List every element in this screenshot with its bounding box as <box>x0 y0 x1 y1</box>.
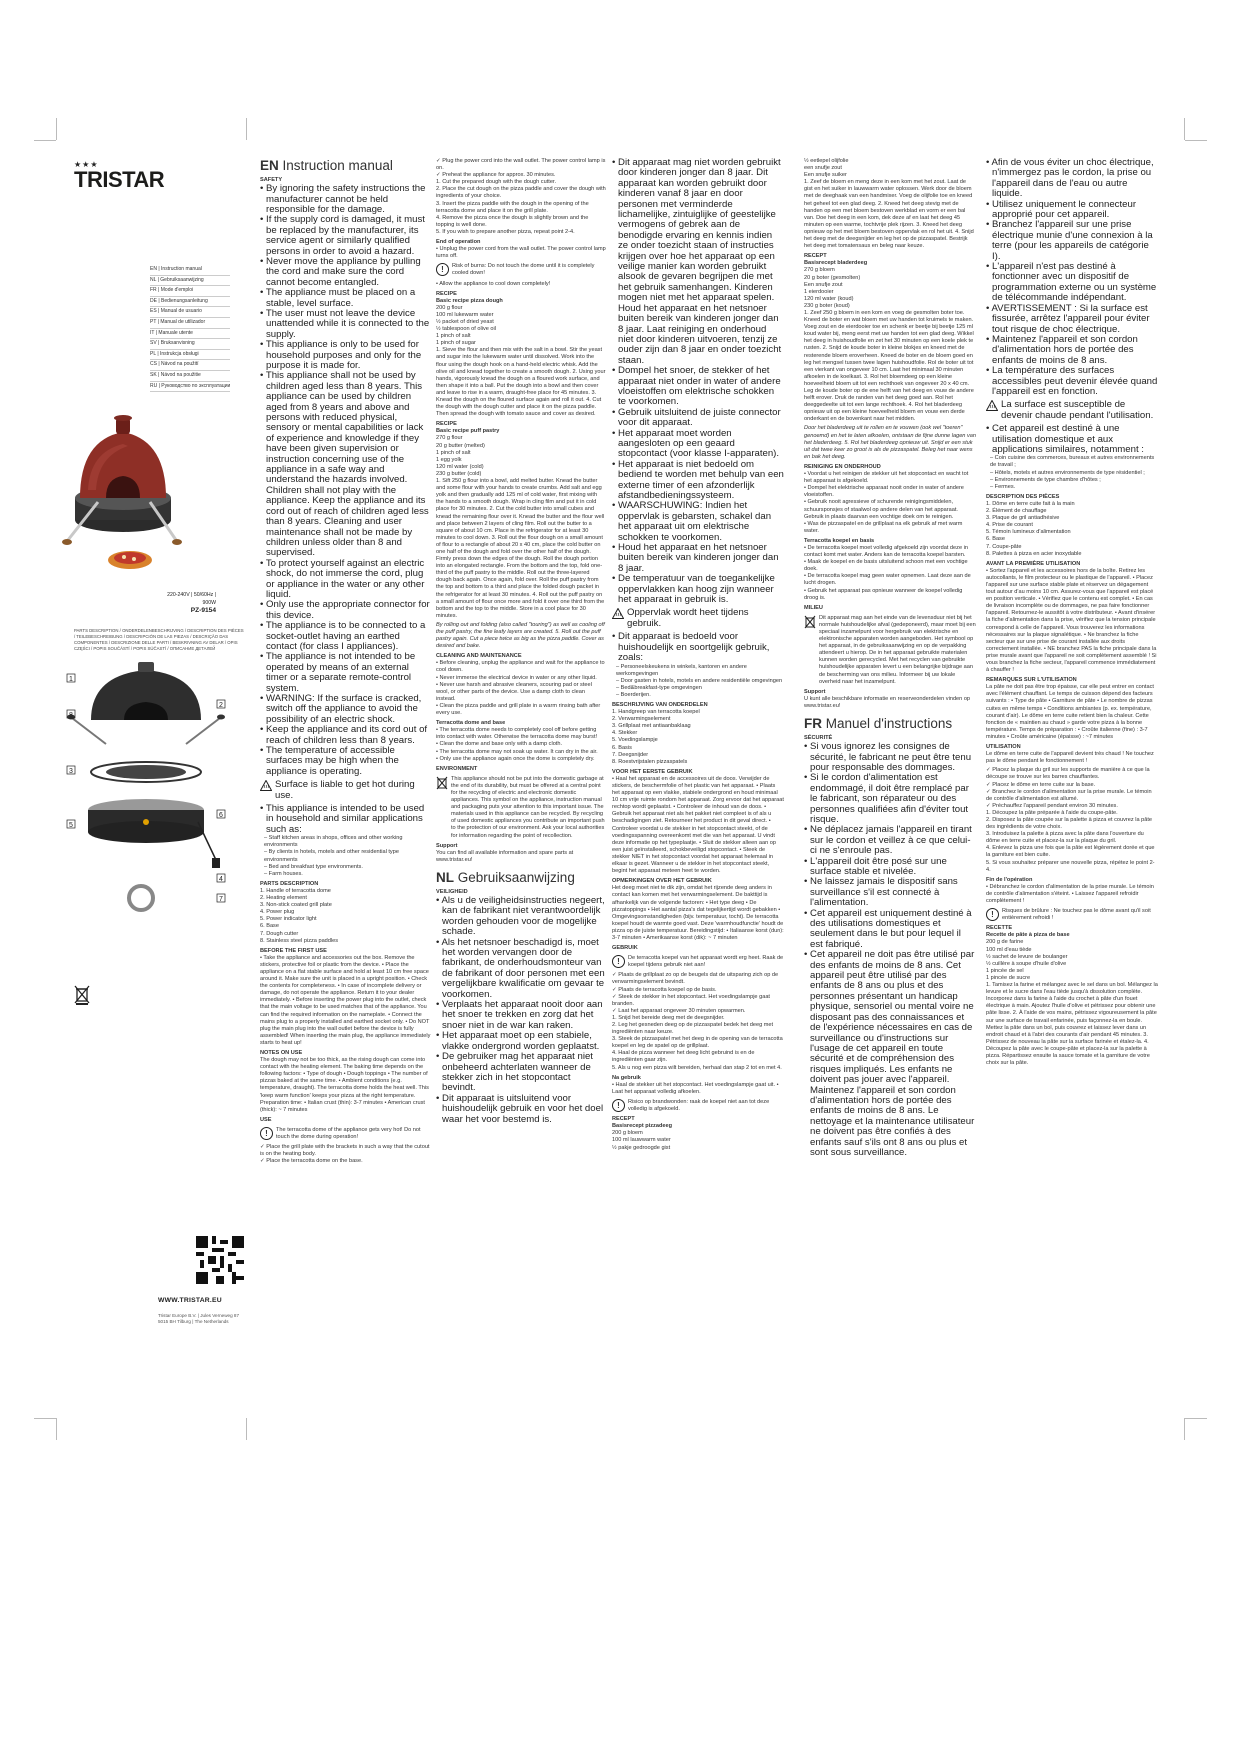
safety-item: • The user must not leave the device unattended while it is connected to the supply. <box>260 307 430 340</box>
notes-title: NOTES ON USE <box>260 1050 303 1056</box>
parts-item: 3. Non-stick coated grill plate <box>260 902 332 909</box>
parts-item: 8. Roestvrijstalen pizzaspatels <box>612 758 688 765</box>
language-item: RU | Руководство по эксплуатации <box>150 382 230 393</box>
ingredient: 1 eierdooier <box>804 288 834 295</box>
safety-item: • La température des surfaces accessibles peut devenir élevée quand l'appareil est en fonction. <box>986 365 1158 397</box>
dome-item: • De terracotta koepel mag geen water opnemen. Laat deze aan de lucht drogen. <box>804 573 971 587</box>
use-step: ✓ Preheat the appliance for approx. 30 minutes. <box>436 172 556 179</box>
address-line: Tristar Europe B.V. | Jules Verneweg 87 <box>158 1313 240 1318</box>
language-item: IT | Manuale utente <box>150 329 230 340</box>
parts-item: 1. Dôme en terre cuite fait à la main <box>986 500 1075 507</box>
use-title: GEBRUIK <box>612 945 638 952</box>
ingredient: 1 pincée de sel <box>986 967 1024 974</box>
ingredient: 1 pinch of sugar <box>436 340 476 347</box>
address-line: 5015 BH Tilburg | The Netherlands <box>158 1319 229 1324</box>
household-item: – Boerderijen. <box>616 691 651 698</box>
safety-item: • Si le cordon d'alimentation est endommagé, il doit être remplacé par le fabricant, son réparateur ou des personnes qualifiées afin d'éviter tout risque. <box>804 772 969 825</box>
recipe-steps: 1. Sieve the flour and then mix with the salt in a bowl. Stir the yeast and sugar into the lukewarm water until dissolved. Work into the flour using the dough hook on a hand-held electric whisk. Add the olive oil and knead together to create a smooth dough. 2. Using your hands, vigorously knead the dough on a floured work surface, and then shape it into a ball. Put the dough into a bowl and then cover and leave to rise in a warm, draught-free place for 45 minutes. 3. Knead the dough on the floured surface again and roll it out. 4. Cut the dough with the dough cutter and place it on the pizza paddle. Then spread the dough with tomato sauce and cover as desired. <box>436 347 606 418</box>
safety-item: • Ne déplacez jamais l'appareil en tirant sur le cordon et veillez à ce que celui-ci ne s'enroule pas. <box>804 824 972 857</box>
section-heading-nl: NL Gebruiksaanwijzing <box>436 869 575 885</box>
use-step: 4. Haal de pizza wanneer het deeg licht gebruind is en de ingrediënten gaar zijn. <box>612 1050 755 1064</box>
parts-item: 6. Base <box>986 536 1005 543</box>
household-item: – Hôtels, motels et autres environnements de type résidentiel ; <box>990 469 1145 476</box>
crop-mark <box>1185 140 1207 141</box>
use-step: ✓ Plaats de terracotta koepel op de basis. <box>612 986 717 993</box>
safety-title: SAFETY <box>260 177 283 183</box>
use-step: ✓ Placez le dôme en terre cuite sur la base. <box>986 781 1096 788</box>
parts-item: 4. Prise de courant <box>986 522 1033 529</box>
before-use-title: BEFORE THE FIRST USE <box>260 947 327 954</box>
parts-list <box>612 709 784 766</box>
burn-warning: ! Risques de brûlure : Ne touchez pas le dôme avant qu'il soit entièrement refroidi ! <box>986 908 1158 922</box>
recipe-tip: Door het bladerdeeg uit te rollen en te vouwen (ook wel "toeren" genoemd) en het te laten afkoelen, ontstaan de fijne dunne lagen van het bladerdeeg. 5. Rol het bladerdeeg opnieuw uit. Snijd er een stuk uit dat twee keer zo groot is als de pizzaspatel. Beleg het naar wens en bak het deeg. <box>804 425 976 460</box>
parts-item: 1. Handgreep van terracotta koepel <box>612 709 700 716</box>
parts-item: 2. Heating element <box>260 895 307 902</box>
parts-item: 3. Grillplaat met antiaanbaklaag <box>612 723 691 730</box>
notes-text: La pâte ne doit pas être trop épaisse, car elle peut entrer en contact avec l'élément chauffant. Le temps de cuisson dépend des facteurs suivants : • Type de pâte • Garniture de pâte • Le nombre de pizzas cuites en même temps • Conditions ambiantes (p. ex. température, courant d'air). Le dôme en terre cuite retient bien la chaleur. Cette fonction de « maintien au chaud » garde votre pizza à la bonne température. Temps de préparation : • Croûte italienne (fine) : 3-7 minutes • Croûte américaine (épaisse) : ~7 minutes <box>986 684 1154 740</box>
use-warning-text: Le dôme en terre cuite de l'appareil devient très chaud ! Ne touchez pas le dôme pendant le fonctionnement ! <box>986 751 1154 765</box>
product-image-pizza-oven <box>58 370 188 590</box>
end-of-operation-text: • Unplug the power cord from the wall outlet. The power control lamp turns off. <box>436 246 606 260</box>
weee-bin-icon <box>74 985 90 1005</box>
environment-title: MILIEU <box>804 604 823 611</box>
weee-bin-icon <box>436 776 448 790</box>
safety-item: • Houd het apparaat en het netsnoer buiten bereik van kinderen jonger dan 8 jaar. <box>612 542 779 574</box>
household-list <box>260 835 432 878</box>
spec-block <box>156 591 216 615</box>
safety-item: • Verplaats het apparaat nooit door aan het snoer te trekken en zorg dat het snoer niet in de war kan raken. <box>436 999 603 1031</box>
ingredient: 100 ml d'eau tiède <box>986 946 1032 953</box>
recipe-name: Basisrecept bladerdeeg <box>804 260 868 267</box>
use-step: ✓ Placez la plaque du gril sur les supports de manière à ce que la découpe se trouve sur les barres chauffantes. <box>986 767 1150 781</box>
ingredient: 20 g butter (melted) <box>436 442 485 449</box>
end-of-operation-title: Fin de l'opération <box>986 876 1033 883</box>
use-title: USE <box>260 1116 272 1123</box>
cleaning-item: • Voordat u het reinigen de stekker uit het stopcontact en wacht tot het apparaat is afgekoeld. <box>804 471 969 485</box>
household-list <box>612 664 784 699</box>
crop-mark <box>1184 118 1185 140</box>
cleaning-item: • Clean the pizza paddle and grill plate in a warm rinsing bath after every use. <box>436 702 601 717</box>
safety-item: • The appliance is to be connected to a socket-outlet having an earthed contact (for class I appliances). <box>260 620 426 652</box>
crop-mark <box>1184 1418 1185 1440</box>
recipe-steps: 1. Zeef 250 g bloem in een kom en voeg de gesmolten boter toe. Kneed de boter en wat bloem met uw handen tot kruimels te maken. Voeg zout en de eierdooier toe en schenk er beetje bij beetje 125 ml koud water bij, meng eerst met uw handen tot een glad deeg. Wikkel het deeg in huishoudfolie en zet het 30 minuten op een koele plek te rusten. 2. Snijd de koude boter in kleine blokjes en kneed met de resterende bloem eroverheen. Kneed de boter en de bloem goed en leg het mengsel tussen twee lagen huishoudfolie. Rol de boter uit tot een vierkant van ongeveer 10 cm. Laat het minimaal 30 minuten afkoelen in de koelkast. 3. Rol het bloemdeeg op een kleine hoeveelheid bloem uit tot een rechthoek van ongeveer 20 x 40 cm. Leg de koude boter op de ene helft van het deeg en vouw de andere helft erover. Druk de randen van het deeg goed aan. Rol het deeggedeelte uit tot een lange rechthoek. 4. Rol het bladerdeeg opnieuw uit op een kleine hoeveelheid bloem en vouw een derde onderkant en de bovenkant naar het midden. <box>804 309 974 423</box>
qr-code <box>196 1236 244 1284</box>
recipe-title: RECIPE <box>436 421 457 428</box>
parts-diagram <box>66 660 226 950</box>
parts-list <box>986 501 1158 558</box>
notes-title: REMARQUES SUR L'UTILISATION <box>986 677 1077 684</box>
household-item: – Environnements de type chambre d'hôtes ; <box>990 476 1101 483</box>
brand-url[interactable]: WWW.TRISTAR.EU <box>158 1297 222 1304</box>
cleaning-item: • Before cleaning, unplug the appliance and wait for the appliance to cool down. <box>436 660 605 674</box>
ingredient: 200 g bloem <box>612 1130 643 1137</box>
before-use-title: VOOR HET EERSTE GEBRUIK <box>612 768 693 775</box>
parts-item: 4. Power plug <box>260 909 295 916</box>
safety-item: • L'appareil n'est pas destiné à fonctionner avec un dispositif de programmation externe ou un système de télécommande indépendant. <box>986 261 1157 304</box>
parts-list <box>260 888 432 945</box>
use-step: 3. Insert the pizza paddle with the dough in the opening of the terracotta dome and place it on the grill plate. <box>436 200 589 214</box>
safety-item: • The appliance must be placed on a stable, level surface. <box>260 287 416 309</box>
notes-text: The dough may not be too thick, as the rising dough can come into contact with the heating element. The baking time depends on the following factors: • Type of dough • Dough toppings • The number of pizzas baked at the same time. • Ambient conditions (e.g. temperature, draught). The terracotta dome holds the heat well. This 'keep warm function' keeps your pizza at the right temperature. Preparation time: • Italian crust (thin): 3-7 minutes • American crust (thick): ~ 7 minutes <box>260 1057 429 1113</box>
use-warning: ! De terracotta koepel van het apparaat wordt erg heet. Raak de koepel tijdens gebruik niet aan! <box>612 955 784 969</box>
ingredient: 100 ml lukewarm water <box>436 311 494 318</box>
use-step: 5. Si vous souhaitez préparer une nouvelle pizza, répétez le point 2-4. <box>986 859 1155 873</box>
dome-item: • De terracotta koepel moet volledig afgekoeld zijn voordat deze in contact komt met water. Anders kan de terracotta koepel barsten. <box>804 544 968 559</box>
part-label: 8 <box>69 712 73 719</box>
dome-item: • The terracotta dome may not soak up water. It can dry in the air. <box>436 748 598 755</box>
ingredient: 230 g boter (koud) <box>804 302 850 309</box>
safety-item: • The temperature of accessible surfaces may be high when the appliance is operating. <box>260 745 399 777</box>
use-step: 3. Introduisez la palette à pizza avec la pâte dans l'ouverture du dôme en terre cuite et placez-la sur la plaque du gril. <box>986 831 1144 845</box>
hot-surface-warning: Surface is liable to get hot during use. <box>260 780 432 801</box>
fold-mark <box>246 1418 247 1440</box>
ingredient: 120 ml water (koud) <box>804 295 854 302</box>
cleaning-item: • Gebruik nooit agressieve of schurende reinigingsmiddelen, schuursponsjes of staalwol op andere delen van het apparaat. Gebruik in plaats daarvan een vochtige doek om te reinigen. <box>804 499 958 520</box>
ingredient: ½ packet of dried yeast <box>436 318 494 325</box>
language-item: PL | Instrukcja obsługi <box>150 350 230 361</box>
use-title: UTILISATION <box>986 744 1021 751</box>
safety-item: • Keep the appliance and its cord out of reach of children less than 8 years. <box>260 724 428 746</box>
end-of-operation-text: • Débranchez le cordon d'alimentation de la prise murale. Le témoin de contrôle d'alimentation s'éteint. • Laissez l'appareil refroidir complètement ! <box>986 883 1154 904</box>
column-nl-2 <box>804 158 976 1158</box>
safety-item: • Het apparaat is niet bedoeld om bediend te worden met behulp van een externe timer of een afzonderlijk afstandbedieningssysteem. <box>612 458 784 501</box>
safety-item: • Dit apparaat is uitsluitend voor huishoudelijk gebruik en voor het doel waar het voor bestemd is. <box>436 1092 604 1125</box>
household-item: – By clients in hotels, motels and other residential type environments <box>264 849 399 863</box>
ingredient: ½ sachet de levure de boulanger <box>986 953 1068 960</box>
hot-surface-warning: Oppervlak wordt heet tijdens gebruik. <box>612 608 784 629</box>
safety-title: VEILIGHEID <box>436 888 468 895</box>
ingredient: 1 pinch of salt <box>436 449 471 456</box>
use-step: 5. Als u nog een pizza wilt bereiden, herhaal dan stap 2 tot en met 4. <box>612 1064 782 1071</box>
ingredient: 20 g boter (gesmolten) <box>804 274 861 281</box>
household-list <box>986 455 1158 490</box>
ingredient: 270 g bloem <box>804 267 835 274</box>
brand-block <box>74 160 184 191</box>
ingredient: 120 ml water (cold) <box>436 463 484 470</box>
recipe-title: RECEPT <box>612 1116 635 1123</box>
notes-title: OPMERKINGEN OVER HET GEBRUIK <box>612 878 712 885</box>
safety-item: • Never move the appliance by pulling the cord and make sure the cord cannot become entangled. <box>260 255 421 288</box>
before-use-text: • Take the appliance and accessories out the box. Remove the stickers, protective foil or plastic from the device. • Place the appliance on a flat stable surface and hold at least 10 cm free space around it. Make sure the unit is placed in a upright position. • Check the contents for completeness. • In case of incomplete delivery or damage, do not operate the appliance. Return it to your dealer immediately. • Before inserting the power plug into the outlet, check that the main voltage to be used matches that of the appliance. You can find the required information on the nameplate. • Connect the mains plug to a properly installed and earthed socket only. • Do NOT plug the main plug into the wall outlet before the device is fully assembled! When inserting the main plug, the appliance immediately starts to heat up! <box>260 954 431 1046</box>
use-step: 4. Remove the pizza once the dough is slightly brown and the topping is well done. <box>436 214 589 228</box>
hot-surface-icon <box>260 780 272 791</box>
safety-item: • This appliance shall not be used by children aged less than 8 years. This appliance can be used by children aged from 8 years and above and persons with reduced physical, sensory or mental capabilities or lack of experience and knowledge if they have been given supervision or instruction concerning use of the appliance in a safe way and understand the hazards involved. Children shall not play with the appliance. Keep the appliance and its cord out of reach of children aged less than 8 years. Cleaning and user maintenance shall not be made by children unless older than 8 and supervised. <box>260 370 429 559</box>
column-en-1 <box>260 158 432 1165</box>
crop-mark <box>56 1418 57 1440</box>
brand-stars: ★★★ <box>74 160 99 169</box>
ingredient: ½ pakje gedroogde gist <box>612 1144 671 1151</box>
safety-item: • Gebruik uitsluitend de juiste connector voor dit apparaat. <box>612 406 781 429</box>
safety-item: • Als het netsnoer beschadigd is, moet het worden vervangen door de fabrikant, de onderhoudsmonteur van de fabrikant of door personen met een vergelijkbare kwalificatie om gevaar te voorkomen. <box>436 936 605 1000</box>
company-address <box>158 1313 239 1325</box>
recipe-steps: 1. Zeef de bloem en meng deze in een kom met het zout. Laat de gist en het suiker in lauwwarm water oplossen. Werk door de bloem met de deeghaak van een handmixer. Voeg de olijfolie toe en kneed het geheel tot een glad deeg. 2. Kneed het deeg stevig met de handen op een met bloem bestoven werkblad en vorm er een bal van. Doe het deeg in een kom, dek deze af en laat het deeg 45 minuten op een warme, tochtvrije plek rijzen. 3. Kneed het deeg opnieuw op het met bloem bestoven oppervlak en rol het uit. 4. Snijd het deeg met de deegsnijder en leg het op de pizzaspatel. Bestrijk het deeg met tomatensaus en beleg naar keuze. <box>804 179 974 250</box>
household-item: – Fermes. <box>990 483 1016 490</box>
section-heading-fr: FR Manuel d'instructions <box>804 716 953 732</box>
safety-item: • Dompel het snoer, de stekker of het apparaat niet onder in water of andere vloeistoffen om elektrische schokken te voorkomen. <box>612 365 781 408</box>
brand-logo: TRISTAR <box>74 167 165 192</box>
cleaning-item: • Was de pizzaspatel en de grillplaat na elk gebruik af met warm water. <box>804 520 963 534</box>
language-item: CS | Návod na použití <box>150 360 230 371</box>
part-label: 4 <box>219 876 223 883</box>
recipe-name: Basic recipe pizza dough <box>436 297 503 304</box>
parts-item: 5. Power indicator light <box>260 916 317 923</box>
crop-mark <box>1185 1418 1207 1419</box>
ingredient: 1 pinch of salt <box>436 333 471 340</box>
hot-surface-icon <box>612 608 624 619</box>
safety-item: • Maintenez l'appareil et son cordon d'alimentation hors de portée des enfants de moins de 8 ans. <box>986 333 1138 366</box>
environment-block: Dit apparaat mag aan het einde van de levensduur niet bij het normale huishoudelijke afval (gedeponeerd), maar moet bij een speciaal inzamelpunt voor hergebruik van elektrische en elektronische apparaten worden aangeboden. Het symbool op het apparaat, in de gebruiksaanwijzing en op de verpakking attendeert u hierop. De in het apparaat gebruikte materialen kunnen worden gerecycled. Met het recyclen van gebruikte huishoudelijke apparaten levert u een belangrijke bijdrage aan de bescherming van ons milieu. Informeer bij uw lokale overheid naar het inzamelpunt. <box>804 615 976 686</box>
column-nl-1 <box>612 158 784 1152</box>
ingredient: ½ cuillère à soupe d'huile d'olive <box>986 960 1067 967</box>
parts-item: 7. Dough cutter <box>260 930 299 937</box>
safety-item: • Dit apparaat mag niet worden gebruikt door kinderen jonger dan 8 jaar. Dit apparaat kan worden gebruikt door kinderen vanaf 8 jaar en door personen met verminderde lichamelijke, zintuiglijke of geestelijke vermogens of gebrek aan de benodigde ervaring en kennis indien ze onder toezicht staan of instructies krijgen over hoe het apparaat op een veilige manier kan worden gebruikt alsook de gevaren begrijpen die met het gebruik samenhangen. Kinderen mogen niet met het apparaat spelen. Houd het apparaat en het netsnoer buiten bereik van kinderen jonger dan 8 jaar. Laat reiniging en onderhoud niet door kinderen uitvoeren, tenzij ze ouder zijn dan 8 jaar en onder toezicht staan. <box>612 157 782 366</box>
household-item: – Bed and breakfast type environments. <box>264 863 363 870</box>
parts-title: PARTS DESCRIPTION <box>260 880 319 887</box>
language-item: ES | Manual de usuario <box>150 307 230 318</box>
support-text: U kunt alle beschikbare informatie en reserveonderdelen vinden op www.tristar.eu! <box>804 695 971 709</box>
part-label: 1 <box>69 676 73 683</box>
support-title: Support <box>436 842 458 849</box>
exclamation-icon: ! <box>612 955 625 968</box>
environment-title: ENVIRONMENT <box>436 765 478 772</box>
use-step: 2. Place the cut dough on the pizza paddle and cover the dough with ingredients of your choice. <box>436 186 606 200</box>
household-item: – Personeelskeukens in winkels, kantoren en andere werkomgevingen <box>616 663 747 677</box>
dome-item: • Only use the appliance again once the dome is completely dry. <box>436 755 595 762</box>
safety-item: • De temperatuur van de toegankelijke oppervlakken kan hoog zijn wanneer het apparaat in gebruik is. <box>612 573 775 606</box>
parts-title-multilang: PARTS DESCRIPTION / ONDERDELENBESCHRIJVING / DESCRIPTION DES PIÈCES / TEILEBESCHREIBUNG / DESCRIPCIÓN DE LAS PIEZAS / DESCRIÇÃO DAS COMPONENTES / DESCRIZIONE DELLE PARTI / BESKRIVNING AV DELAR / OPIS CZĘŚCI / POPIS SOUČÁSTÍ / POPIS SÚČASTÍ / ОПИСАНИЕ ДЕТАЛЕЙ <box>74 628 244 651</box>
crop-mark <box>34 1418 56 1419</box>
part-label: 3 <box>69 768 73 775</box>
recipe-name: Recette de pâte à pizza de base <box>986 932 1070 939</box>
ingredient: 1 egg yolk <box>436 456 462 463</box>
safety-list <box>612 158 784 664</box>
ingredient: Een snufje suiker <box>804 172 847 179</box>
exclamation-icon: ! <box>436 263 449 276</box>
use-step: ✓ Plug the power cord into the wall outlet. The power control lamp is on. <box>436 158 606 172</box>
use-warning: ! The terracotta dome of the appliance gets very hot! Do not touch the dome during operation! <box>260 1127 432 1141</box>
weee-bin-icon <box>804 615 816 629</box>
safety-item: • De gebruiker mag het apparaat niet onbeheerd achterlaten wanneer de stekker zich in het stopcontact bevindt. <box>436 1051 593 1094</box>
safety-item: • The appliance is not intended to be operated by means of an external timer or a separate remote-control system. <box>260 651 416 694</box>
recipe-name: Basisrecept pizzadeeg <box>612 1123 673 1130</box>
column-fr-2 <box>986 158 1158 1069</box>
end-of-operation-text: • Allow the appliance to cool down completely! <box>436 280 551 287</box>
safety-item: • Het apparaat moet worden aangesloten op een geaard stopcontact (voor klasse I-apparaten). <box>612 427 780 460</box>
dome-item: • Maak de koepel en de basis uitsluitend schoon met een vochtige doek. <box>804 559 968 573</box>
language-item: SK | Návod na použitie <box>150 371 230 382</box>
end-of-operation-title: End of operation <box>436 239 481 246</box>
ingredient: 230 g butter (cold) <box>436 470 482 477</box>
use-step: ✓ Préchauffez l'appareil pendant environ 30 minutes. <box>986 802 1118 809</box>
safety-list <box>260 184 432 835</box>
recipe-title: RECETTE <box>986 925 1013 932</box>
column-en-2 <box>436 158 606 1125</box>
household-item: – Farm houses. <box>264 870 303 877</box>
model-number: PZ-9154 <box>190 607 216 614</box>
fold-mark <box>246 118 247 140</box>
use-step: ✓ Place the terracotta dome on the base. <box>260 1158 363 1165</box>
safety-item: • AVERTISSEMENT : Si la surface est fissurée, arrêtez l'appareil pour éviter tout risque de choc électrique. <box>986 302 1150 335</box>
use-step: ✓ Place the grill plate with the brackets in such a way that the cutout is on the heating body. <box>260 1144 430 1158</box>
ingredient: 100 ml lauwwarm water <box>612 1137 671 1144</box>
safety-list <box>986 158 1158 455</box>
recipe-name: Basic recipe puff pastry <box>436 428 500 435</box>
safety-item: • Branchez l'appareil sur une prise électrique munie d'une connexion à la terre (pour les appareils de catégorie I). <box>986 219 1153 262</box>
ingredient: 1 pincée de sucre <box>986 974 1031 981</box>
safety-item: • To protect yourself against an electric shock, do not immerse the cord, plug or appliance in the water or any other liquid. <box>260 557 425 600</box>
parts-item: 8. Stainless steel pizza paddles <box>260 937 339 944</box>
dome-title: Terracotta dome and base <box>436 720 506 727</box>
household-item: – Staff kitchen areas in shops, offices and other working environments <box>264 835 403 849</box>
safety-item: • Cet appareil ne doit pas être utilisé par des enfants de moins de 8 ans. Cet appareil peut être utilisé par des enfants de 8 ans ou plus et des personnes présentant un handicap physique, sensoriel ou mental voire ne disposant pas des connaissances et de l'expérience nécessaires en cas de surveillance ou d'instructions sur l'usage de cet appareil en toute sécurité et de compréhension des risques impliqués. Les enfants ne doivent pas jouer avec l'appareil. Maintenez l'appareil et son cordon d'alimentation hors de portée des enfants de moins de 8 ans. Le nettoyage et la maintenance utilisateur ne doivent pas être confiés à des enfants sauf s'ils ont 8 ans ou plus et sont sous surveillance. <box>804 949 975 1158</box>
ingredient: Een snufje zout <box>804 281 843 288</box>
before-use-text: • Sortez l'appareil et les accessoires hors de la boîte. Retirez les autocollants, le film protecteur ou le plastique de l'appareil. • Placez l'appareil sur une surface stable plate et réservez un dégagement tout autour d'au moins 10 cm. Assurez-vous que l'appareil est placé en position verticale. • Vérifiez que le contenu est complet. • En cas de livraison incomplète ou de dommages, ne pas faire fonctionner l'appareil. Retournez-le aussitôt à votre distributeur. • Avant d'insérer la fiche d'alimentation dans la prise, vérifiez que la tension principale correspond à celle de l'appareil. Vous trouverez les informations nécessaires sur la plaque signalétique. • Ne branchez la fiche secteur que sur une prise de courant installée aux droits correctement installée. • NE branchez PAS la fiche principale dans la prise murale avant que l'appareil ne soit complètement assemblé ! Si vous branchez la fiche secteur, l'appareil commence immédiatement à chauffer ! <box>986 567 1157 674</box>
recipe-tip: By rolling out and folding (also called "touring") as well as cooling off the puff pastry, the fine leafy layers are created. 5. Roll out the puff pastry again. Cut a piece twice as big as the pizza paddle. Cover as desired and bake. <box>436 621 605 650</box>
use-step: 2. Disposez la pâte coupée sur la palette à pizza et couvrez la pâte des ingrédients de votre choix. <box>986 816 1153 831</box>
cleaning-title: CLEANING AND MAINTENANCE <box>436 653 522 660</box>
support-title: Support <box>804 688 826 695</box>
parts-item: 3. Plaque de gril antiadhésive <box>986 515 1060 522</box>
recipe-steps: 1. Sift 250 g flour into a bowl, add melted butter. Knead the butter and some flour with your hands to create crumbs. Add salt and egg yolk and then gradually add 125 ml of cold water, first mixing with the hands to a smooth dough. Wrap in cling film and put it in cold place for 30 minutes. 2. Cut the cold butter into small cubes and knead the remaining flour over it. Knead the butter and the flour well and place between 2 layers of cling film. Roll out the butter to a square of about 10 cm. Place in the refrigerator for at least 30 minutes to cool down. 3. Roll out the flour dough on a small amount of flour to a rectangle of about 20 x 40 cm, place the cold butter on one half of the dough and fold over the other half of the dough. Firmly press down the edges of the dough. Roll the dough portion into an elongated rectangle. From the bottom and the top, fold one-third of the puff pastry to the middle. Roll out the three-layered dough back again. Once again, fold over. Roll the puff pastry from the top and bottom to a third and place the folded dough packet in the refrigerator for at least 30 minutes. 4. Roll out the puff pastry on a small amount of flour once more and fold it over one third from the bottom and the top to the middle. Store in a cool place for 30 minutes. <box>436 478 605 619</box>
household-text: • Cet appareil est destiné à une utilisation domestique et aux applications similaires, notamment : <box>986 423 1144 455</box>
use-step: ✓ Plaats de grillplaat zo op de beugels dat de uitsparing zich op de verwarmingselement bevindt. <box>612 972 779 986</box>
use-step: 3. Steek de pizzaspatel met het deeg in de opening van de terracotta koepel en leg de spatel op de grillplaat. <box>612 1036 783 1050</box>
parts-title: BESCHRIJVING VAN ONDERDELEN <box>612 701 708 708</box>
language-item: NL | Gebruiksaanwijzing <box>150 276 230 287</box>
parts-item: 1. Handle of terracotta dome <box>260 887 331 894</box>
safety-item: • This appliance is only to be used for household purposes and only for the purpose it is made for. <box>260 339 422 371</box>
notes-text: Het deeg moet niet te dik zijn, omdat het rijzende deeg anders in contact kan komen met het verwarmingselement. De bakttijd is afhankelijk van de volgende factoren: • Het type deeg • De pizzatoppings • Het aantal pizza's dat tegelijkertijd wordt gebakken • Omgevingsomstandigheden (bijv. temperatuur, tocht). De terracotta koepel houdt de warmte goed vast. Deze 'warmhoudfunctie' houdt de pizza op de juiste temperatuur. Bereidingstijd: • Italiaanse korst (dun): 3-7 minuten • Amerikaanse korst (dik): ~ 7 minuten <box>612 885 784 941</box>
safety-item: • WARNING: If the surface is cracked, switch off the appliance to avoid the possibility of an electric shock. <box>260 693 422 725</box>
exclamation-icon: ! <box>986 908 999 921</box>
crop-mark <box>56 118 57 140</box>
part-label: 7 <box>219 896 223 903</box>
parts-item: 4. Stekker <box>612 730 638 737</box>
dome-item: • Clean the dome and base only with a damp cloth. <box>436 741 563 748</box>
section-heading-en: EN Instruction manual <box>260 158 393 173</box>
use-step: 1. Cut the prepared dough with the dough cutter. <box>436 179 557 186</box>
end-of-operation-title: Na gebruik <box>612 1074 641 1081</box>
safety-title: SÉCURITÉ <box>804 735 833 742</box>
parts-item: 7. Deegsnijder <box>612 751 649 758</box>
safety-item: • Afin de vous éviter un choc électrique, n'immergez pas le cordon, la prise ou l'appareil dans de l'eau ou autre liquide. <box>986 157 1154 200</box>
safety-item: • Het apparaat moet op een stabiele, vlakke ondergrond worden geplaatst. <box>436 1030 600 1052</box>
language-item: FR | Mode d'emploi <box>150 286 230 297</box>
household-item: – Door gasten in hotels, motels en andere residentiële omgevingen <box>616 677 783 684</box>
crop-mark <box>34 140 56 141</box>
use-step: 2. Leg het gesneden deeg op de pizzaspatel bedek het deeg met ingrediënten naar keuze. <box>612 1022 774 1036</box>
language-item: DE | Bedienungsanleitung <box>150 297 230 308</box>
safety-item: • By ignoring the safety instructions the manufacturer cannot be held responsible for the damage. <box>260 183 426 215</box>
use-step: 1. Découpez la pâte préparée à l'aide du coupe-pâte. <box>986 809 1118 816</box>
language-item: EN | Instruction manual <box>150 265 230 276</box>
part-label: 6 <box>219 812 223 819</box>
recipe-title: RECEPT <box>804 253 827 260</box>
cleaning-title: REINIGING EN ONDERHOUD <box>804 463 881 470</box>
part-label: 2 <box>219 702 223 709</box>
burn-warning: ! Risk of burns: Do not touch the dome until it is completely cooled down! <box>436 263 606 277</box>
safety-item: • If the supply cord is damaged, it must be replaced by the manufacturer, its service agent or similarly qualified persons in order to avoid a hazard. <box>260 214 425 257</box>
burn-warning: ! Risico op brandwonden: raak de koepel niet aan tot deze volledig is afgekoeld. <box>612 1099 784 1113</box>
part-label: 5 <box>69 822 73 829</box>
use-step: 4. Enlevez la pizza une fois que la pâte est légèrement dorée et que la garniture est bien cuite. <box>986 845 1155 859</box>
safety-item: • Cet appareil est uniquement destiné à des utilisations domestiques et seulement dans le but pour lequel il est fabriqué. <box>804 907 972 950</box>
safety-item: • Only use the appropriate connector for this device. <box>260 599 430 621</box>
language-item: PT | Manual de utilizador <box>150 318 230 329</box>
safety-list <box>804 742 976 1158</box>
ingredient: 270 g flour <box>436 435 463 442</box>
before-use-title: AVANT LA PREMIÈRE UTILISATION <box>986 560 1081 567</box>
parts-item: 8. Palettes à pizza en acier inoxydable <box>986 550 1082 557</box>
language-item: SV | Bruksanvisning <box>150 339 230 350</box>
use-step: ✓ Steek de stekker in het stopcontact. Het voedingslampje gaat branden. <box>612 993 770 1007</box>
dome-title: Terracotta koepel en basis <box>804 537 875 544</box>
environment-block: This appliance should not be put into the domestic garbage at the end of its durability, but must be offered at a central point for the recycling of electric and electronic domestic appliances. This symbol on the appliance, instruction manual and packaging puts your attention to this important issue. The materials used in this appliance can be recycled. By recycling of used domestic appliances you contribute an important push to the protection of our environment. Ask your local authorities for information regarding the point of recollection. <box>436 776 606 840</box>
safety-item: • Als u de veiligheidsinstructies negeert, kan de fabrikant niet verantwoordelijk worden gehouden voor de mogelijke schade. <box>436 895 605 938</box>
safety-item: • WAARSCHUWING: Indien het oppervlak is gebarsten, schakel dan het apparaat uit om elektrische schokken te voorkomen. <box>612 500 772 543</box>
dome-item: • The terracotta dome needs to completely cool off before getting into contact with water. Otherwise the terracotta dome may burst! <box>436 727 598 741</box>
use-step: ✓ Laat het apparaat ongeveer 30 minuten opwarmen. <box>612 1007 746 1014</box>
parts-item: 6. Base <box>260 923 279 930</box>
parts-item: 6. Basis <box>612 744 632 751</box>
exclamation-icon: ! <box>612 1099 625 1112</box>
recipe-steps: 1. Tamisez la farine et mélangez avec le sel dans un bol. Mélangez la levure et le sucre dans l'eau tiède jusqu'à dissolution complète. Incorporez dans la farine à l'aide du crochet à pâte d'un fouet électrique à main. Ajoutez l'huile d'olive et pétrissez pour obtenir une pâte lisse. 2. À l'aide de vos mains, pétrissez vigoureusement la pâte sur une surface de travail enfarinée, puis façonnez-la en boule. Mettez la pâte dans un bol, puis couvrez et laissez lever dans un endroit chaud et à l'abri des courants d'air pendant 45 minutes. 3. Pétrissez de nouveau la pâte sur la surface farinée et étalez-la. 4. Découpez la pâte avec le coupe-pâte et placez-la sur la palette à pizza. Répartissez ensuite la sauce tomate et la garniture de votre choix sur la pâte. <box>986 982 1158 1067</box>
hot-surface-warning: La surface est susceptible de devenir chaude pendant l'utilisation. <box>986 400 1158 421</box>
ingredient: ½ eetlepel olijfolie <box>804 158 849 164</box>
household-item: – Bed&breakfast-type omgevingen <box>616 684 702 691</box>
safety-list <box>436 896 606 1125</box>
use-step: 1. Snijd het bereide deeg met de deegsnijder. <box>612 1014 725 1021</box>
parts-item: 5. Témoin lumineux d'alimentation <box>986 529 1071 536</box>
parts-item: 2. Élément de chauffage <box>986 508 1047 515</box>
end-of-operation-text: • Haal de stekker uit het stopcontact. Het voedingslampje gaat uit. • Laat het apparaat volledig afkoelen. <box>612 1081 779 1095</box>
cleaning-item: • Never use harsh and abrasive cleaners, scouring pad or steel wool, or other parts of the device. Use a damp cloth to clean instead. <box>436 681 592 702</box>
dome-item: • Gebruik het apparaat pas opnieuw wanneer de koepel volledig droog is. <box>804 587 963 601</box>
ingredient: een snufje zout <box>804 165 842 172</box>
ingredient: 200 g flour <box>436 304 463 311</box>
exclamation-icon: ! <box>260 1127 273 1140</box>
before-use-text: • Haal het apparaat en de accessoires uit de doos. Verwijder de stickers, de beschermfolie of het plastic van het apparaat. • Plaats het apparaat op een vlakke, stabiele ondergrond en houd minimaal 10 cm vrije ruimte rondom het apparaat. Zorg ervoor dat het apparaat rechtop wordt geplaatst. • Controleer de inhoud van de doos. • Gebruik het apparaat niet als het pakket niet compleet is of als u beschadigingen ziet. Retourneer het product in dit geval direct. • Controleer voordat u de stekker in het stopcontact steekt, of de voedingsspanning overeenkomt met die van het apparaat. U vindt deze informatie op het typeplaatje. • Sluit de stekker alleen aan op een juist geïnstalleerd, schokbeveiligd stopcontact. • Steek de stekker NIET in het stopcontact voordat het apparaat helemaal in elkaar is gezet. Wanneer u de stekker in het stopcontact steekt, begint het apparaat meteen heet te worden. <box>612 775 784 875</box>
parts-item: 5. Voedingslampje <box>612 737 658 744</box>
hot-surface-icon <box>986 400 998 411</box>
use-step: 5. If you wish to prepare another pizza, repeat point 2-4. <box>436 228 575 235</box>
household-text: • Dit apparaat is bedoeld voor huishoudelijk en soortgelijk gebruik, zoals: <box>612 631 770 664</box>
ingredient: 200 g de farine <box>986 939 1024 946</box>
cleaning-item: • Never immerse the electrical device in water or any other liquid. <box>436 674 597 681</box>
ingredient: ½ tablespoon of olive oil <box>436 326 497 333</box>
safety-item: • Si vous ignorez les consignes de sécurité, le fabricant ne peut être tenu pour responsable des dommages. <box>804 741 972 773</box>
safety-item: • Ne laissez jamais le dispositif sans surveillance s'il est connecté à l'alimentation. <box>804 876 958 909</box>
parts-item: 7. Coupe-pâte <box>986 543 1022 550</box>
household-text: • This appliance is intended to be used in household and similar applications such as: <box>260 803 425 835</box>
support-text: You can find all available information and spare parts at www.tristar.eu! <box>436 849 574 863</box>
parts-item: 2. Verwarmingselement <box>612 716 671 723</box>
parts-title: DESCRIPTION DES PIÈCES <box>986 493 1060 500</box>
safety-item: • Utilisez uniquement le connecteur approprié pour cet appareil. <box>986 198 1137 221</box>
cleaning-item: • Dompel het elektrische apparaat nooit onder in water of andere vloeistoffen. <box>804 485 964 499</box>
recipe-title: RECIPE <box>436 290 457 297</box>
spec-line: 220-240V | 50/60Hz | 900W <box>167 592 216 606</box>
safety-item: • L'appareil doit être posé sur une surface stable et nivelée. <box>804 855 947 877</box>
household-item: – Coin cuisine des commerces, bureaux et autres environnements de travail ; <box>990 455 1155 469</box>
use-step: ✓ Branchez le cordon d'alimentation sur la prise murale. Le témoin de contrôle d'alimentation est allumé. <box>986 788 1152 802</box>
